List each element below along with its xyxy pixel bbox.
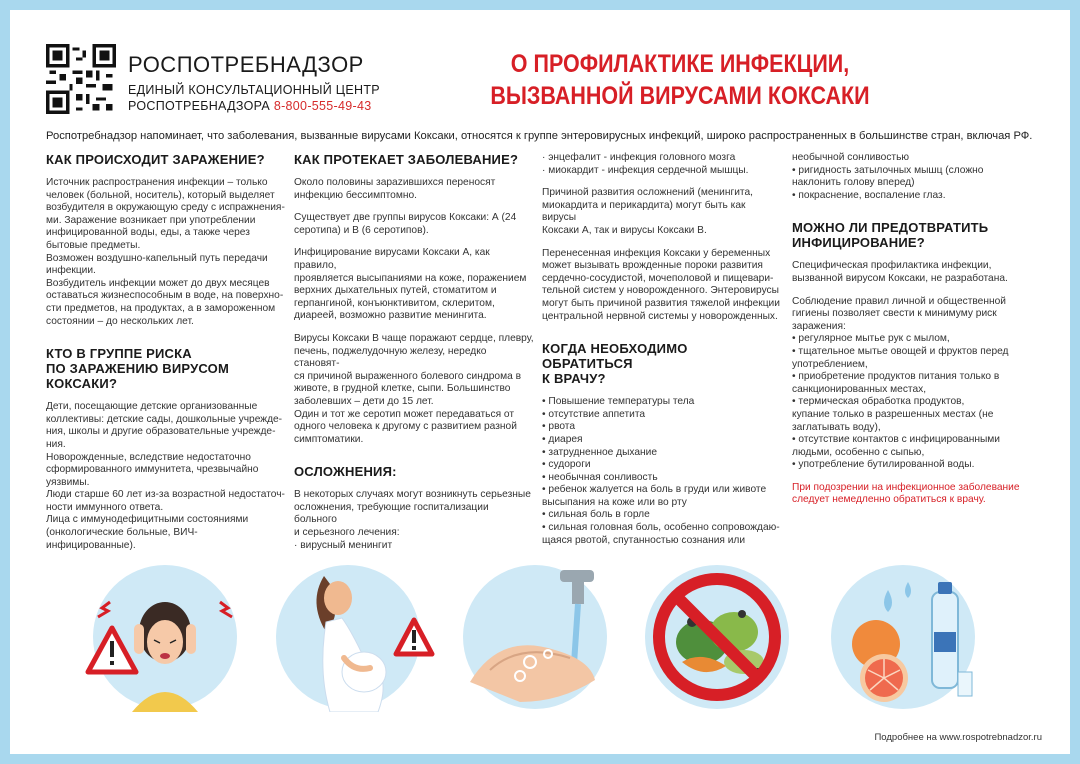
- column-prevention: [792, 152, 1037, 507]
- course-text-3: Инфицирование вирусами Коксаки А, как правило, проявляется высыпаниями на коже, поражением верхних дыхательных путей, стоматитом и герпангиной, конъюнктивитом, склеритом, диареей, возможно развитие менингита.: [294, 247, 527, 322]
- intro-text: Роспотребнадзор напоминает, что заболевания, вызванные вирусами Коксаки, относятся к группе энтеровирусных инфекций, широко распространенных в большинстве стран, включая РФ.: [46, 130, 1033, 142]
- complications-list: · энцефалит - инфекция головного мозга · миокардит - инфекция сердечной мышцы.: [542, 152, 749, 176]
- complications-text: В некоторых случаях могут возникнуть серьезные осложнения, требующие госпитализации больного и серьезного лечения: · вирусный менингит: [294, 489, 531, 551]
- consult-center-label: ЕДИНЫЙ КОНСУЛЬТАЦИОННЫЙ ЦЕНТР: [128, 83, 380, 97]
- illustrations-row: [10, 562, 1070, 732]
- prevention-list: Соблюдение правил личной и общественной гигиены позволяет свести к минимуму риск заражения: • регулярное мытье рук с мылом, • тщательное мытье овощей и фруктов перед употреблением, • приобретение продуктов питания только в санкционированных местах, • термическая обработка продуктов, купание только в разрешенных местах (не заглатывать воду), • отсутствие контактов с инфицированными людьми, особенно с сыпью, • употребление бутилированной воды.: [792, 295, 1009, 471]
- no-unwashed-food-icon: [642, 562, 792, 712]
- consult-center-line2: [128, 99, 371, 113]
- heading-course: КАК ПРОТЕКАЕТ ЗАБОЛЕВАНИЕ?: [294, 152, 519, 167]
- fruit-and-water-icon: [828, 562, 978, 712]
- column-complications-cont: [542, 152, 782, 547]
- headache-icon: [70, 562, 260, 712]
- heading-prevention: МОЖНО ЛИ ПРЕДОТВРАТИТЬ ИНФИЦИРОВАНИЕ?: [792, 220, 989, 251]
- heading-see-doctor: КОГДА НЕОБХОДИМО ОБРАТИТЬСЯ К ВРАЧУ?: [542, 341, 688, 387]
- poster: [10, 10, 1070, 754]
- column-transmission: [46, 152, 286, 552]
- complications-cause: Причиной развития осложнений (менингита, миокардита и перикардита) могут быть как вирусы Коксаки А, так и вирусы Коксаки В.: [542, 187, 753, 236]
- pregnancy-text: Перенесенная инфекция Коксаки у беременных может вызывать врожденные пороки развития сердечно-сосудистой, мочеполовой и пищевари- тельной систем у новорожденного. Энтеровирусы могут быть причиной развития тяжелой инфекции центральной нервной системы у новорожденных.: [542, 247, 780, 322]
- heading-transmission: КАК ПРОИСХОДИТ ЗАРАЖЕНИЕ?: [46, 152, 265, 167]
- course-text-1: Около половины зарazившихся переносят инфекцию бессимптомно.: [294, 177, 496, 201]
- warning-text: При подозрении на инфекционное заболевание следует немедленно обратиться к врачу.: [792, 481, 1020, 506]
- symptoms-list-cont: необычной сонливостью • ригидность затылочных мышц (сложно наклонить голову вперед) • покраснение, воспаление глаз.: [792, 152, 984, 201]
- symptoms-list: • Повышение температуры тела • отсутствие аппетита • рвота • диарея • затрудненное дыхание • судороги • необычная сонливость • ребенок жалуется на боль в груди или животе высыпания на коже или во рту • сильная боль в горле • сильная головная боль, особенно сопровождаю- щаяся рвотой, спутанностью сознания или: [542, 396, 780, 546]
- pregnant-woman-icon: [268, 562, 438, 712]
- qr-code-icon: [46, 44, 116, 114]
- title-line-2: ВЫЗВАННОЙ ВИРУСАМИ КОКСАКИ: [490, 82, 870, 110]
- agency-label: РОСПОТРЕБНАДЗОРА: [128, 99, 271, 113]
- course-text-4: Вирусы Коксаки В чаще поражают сердце, плевру, печень, поджелудочную железу, нередко становят- ся причиной выраженного болевого синдрома в животе, в грудной клетке, сыпи. Большинство заболевших – дети до 15 лет. Один и тот же серотип может передаваться от одного человека к другому с развитием разной симптоматики.: [294, 332, 534, 445]
- page-title: [465, 48, 895, 112]
- hand-washing-icon: [460, 562, 610, 712]
- risk-group-text: Дети, посещающие детские организованные коллективы: детские сады, дошкольные учрежде- ния, школы и другие образовательные учрежде- ния. Новорожденные, вследствие недостаточно сформированного иммунитета, чрезвычайно уязвимы. Люди старше 60 лет из-за возрастной недостаточ- ности иммунного ответа. Лица с иммунодефицитными состояниями (онкологические больные, ВИЧ-инфицированные).: [46, 401, 285, 551]
- transmission-text: Источник распространения инфекции – только человек (больной, носитель), который выделяет возбудителя в окружающую среду с испражнения- ми. Заражение возникает при употреблении инфицированной воды, еды, а также через бытовые предметы. Возможен воздушно-капельный путь передачи инфекции. Возбудитель инфекции может до двух месяцев оставаться жизнеспособным в воде, на поверхно- сти предметов, на продуктах, а в замороженном состоянии – до нескольких лет.: [46, 177, 285, 327]
- footer-link-text: Подробнее на www.rospotrebnadzor.ru: [874, 732, 1042, 743]
- prevention-text-1: Специфическая профилактика инфекции, вызванной вирусом Коксаки, не разработана.: [792, 260, 1008, 284]
- column-course: [294, 152, 534, 552]
- title-line-1: О ПРОФИЛАКТИКЕ ИНФЕКЦИИ,: [510, 50, 850, 78]
- course-text-2: Существует две группы вирусов Коксаки: А (24 серотипа) и В (6 серотипов).: [294, 212, 517, 236]
- hotline-phone: 8-800-555-49-43: [273, 99, 372, 113]
- heading-risk-group: КТО В ГРУППЕ РИСКА ПО ЗАРАЖЕНИЮ ВИРУСОМ КОКСАКИ?: [46, 346, 230, 392]
- brand-name: РОСПОТРЕБНАДЗОР: [128, 52, 364, 77]
- heading-complications: ОСЛОЖНЕНИЯ:: [294, 464, 397, 480]
